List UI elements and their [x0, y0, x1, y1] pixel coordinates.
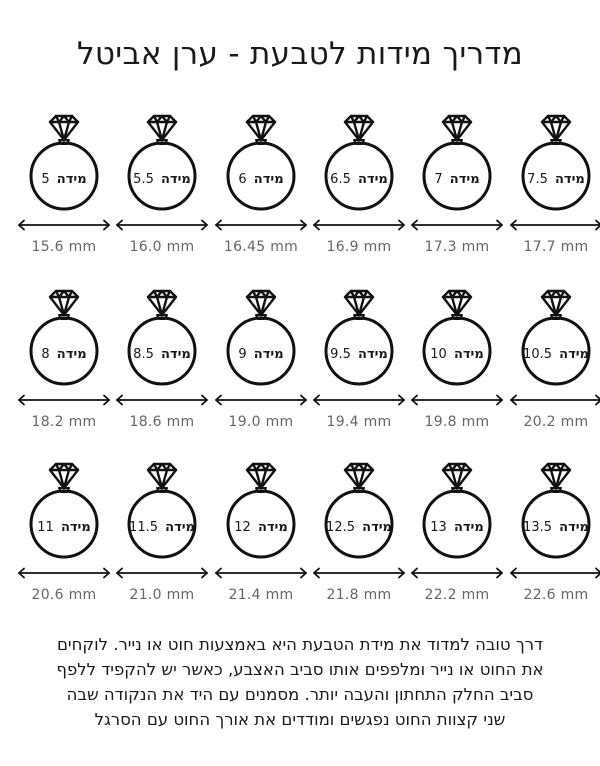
ring-size-word: מידה: [56, 347, 87, 362]
ring-size-card: [15, 463, 113, 623]
ring-size-word: מידה: [161, 172, 191, 187]
ring-size-word: מידה: [165, 520, 195, 535]
ring-size-word: מידה: [559, 520, 589, 535]
ring-size-word: מידה: [559, 347, 589, 362]
ring-size-word: מידה: [60, 520, 91, 535]
ring-diameter-mm: 21.0 mm: [129, 587, 195, 603]
ring-size-label: [212, 520, 310, 535]
ring-diameter-mm: 16.0 mm: [129, 239, 195, 255]
ring-size-number: 5.5: [133, 172, 154, 187]
ring-size-label: [212, 172, 310, 187]
ring-size-label: [310, 172, 408, 187]
ring-size-number: 11: [37, 520, 54, 535]
ring-size-card: [507, 463, 600, 623]
ring-diameter-mm: 19.4 mm: [326, 414, 392, 430]
ring-size-card: [212, 290, 310, 450]
ring-diameter-mm: 22.2 mm: [424, 587, 490, 603]
ring-size-label: [310, 520, 408, 535]
ring-size-word: מידה: [161, 347, 191, 362]
ring-diameter-mm: 20.6 mm: [31, 587, 97, 603]
ring-size-label: [15, 347, 113, 362]
double-arrow-icon: [115, 219, 209, 231]
ring-diameter-mm: 15.6 mm: [31, 239, 97, 255]
instruction-line: סביב החלק התחתון והעבה יותר. מסמנים עם היד את הנקודה שבה: [66, 685, 534, 704]
ring-size-word: מידה: [257, 520, 288, 535]
ring-size-word: מידה: [449, 172, 480, 187]
ring-diameter-mm: 22.6 mm: [523, 587, 589, 603]
ring-size-word: מידה: [453, 347, 484, 362]
ring-diameter-mm: 18.6 mm: [129, 414, 195, 430]
ring-diameter-mm: 19.8 mm: [424, 414, 490, 430]
double-arrow-icon: [509, 394, 600, 406]
instruction-line: את החוט או נייר ומלפפים אותו סביב האצבע, כאשר יש להקפיד ללפף: [56, 660, 544, 679]
ring-size-card: [113, 290, 211, 450]
ring-size-word: מידה: [362, 520, 392, 535]
ring-size-number: 6.5: [330, 172, 351, 187]
ring-size-label: [113, 347, 211, 362]
ring-size-card: [212, 115, 310, 275]
ring-size-number: 10.5: [523, 347, 552, 362]
ring-size-number: 8: [41, 347, 50, 362]
measurement-instructions: [30, 632, 570, 732]
ring-size-label: [15, 172, 113, 187]
ring-size-word: מידה: [253, 172, 284, 187]
double-arrow-icon: [214, 219, 308, 231]
ring-size-label: [408, 520, 506, 535]
ring-diameter-mm: 17.7 mm: [523, 239, 589, 255]
ring-size-card: [113, 463, 211, 623]
double-arrow-icon: [312, 567, 406, 579]
ring-size-card: [507, 290, 600, 450]
ring-size-number: 5: [41, 172, 50, 187]
ring-size-label: [408, 347, 506, 362]
ring-size-card: [310, 290, 408, 450]
ring-size-card: [15, 290, 113, 450]
ring-diameter-mm: 20.2 mm: [523, 414, 589, 430]
ring-size-number: 13.5: [523, 520, 552, 535]
ring-diameter-mm: 21.4 mm: [228, 587, 294, 603]
ring-size-card: [310, 463, 408, 623]
double-arrow-icon: [312, 219, 406, 231]
instruction-line: שני קצוות החוט נפגשים ומודדים את אורך החוט עם הסרגל: [94, 710, 506, 729]
ring-diameter-mm: 16.45 mm: [223, 239, 299, 255]
instruction-line: דרך טובה למדוד את מידת הטבעת היא באמצעות חוט או נייר. לוקחים: [56, 635, 544, 654]
ring-size-word: מידה: [358, 347, 388, 362]
ring-size-label: [113, 172, 211, 187]
ring-size-card: [310, 115, 408, 275]
ring-size-word: מידה: [358, 172, 388, 187]
double-arrow-icon: [115, 567, 209, 579]
ring-size-number: 12.5: [326, 520, 355, 535]
ring-size-label: [15, 520, 113, 535]
ring-size-label: [507, 172, 600, 187]
ring-size-card: [212, 463, 310, 623]
ring-size-number: 9: [238, 347, 247, 362]
ring-size-label: [212, 347, 310, 362]
double-arrow-icon: [410, 394, 504, 406]
double-arrow-icon: [115, 394, 209, 406]
ring-size-number: 13: [430, 520, 447, 535]
double-arrow-icon: [312, 394, 406, 406]
ring-diameter-mm: 18.2 mm: [31, 414, 97, 430]
ring-diameter-mm: 21.8 mm: [326, 587, 392, 603]
ring-size-label: [507, 347, 600, 362]
double-arrow-icon: [410, 219, 504, 231]
ring-size-number: 7.5: [527, 172, 548, 187]
ring-size-number: 6: [238, 172, 247, 187]
ring-diameter-mm: 19.0 mm: [228, 414, 294, 430]
page-title: מדריך מידות לטבעת - ערן אביטל: [76, 36, 523, 72]
ring-size-number: 12: [234, 520, 251, 535]
ring-size-number: 7: [434, 172, 443, 187]
double-arrow-icon: [17, 567, 111, 579]
ring-size-number: 8.5: [133, 347, 154, 362]
ring-size-number: 10: [430, 347, 447, 362]
ring-size-card: [113, 115, 211, 275]
ring-size-label: [507, 520, 600, 535]
ring-size-label: [408, 172, 506, 187]
ring-diameter-mm: 17.3 mm: [424, 239, 490, 255]
ring-size-label: [310, 347, 408, 362]
double-arrow-icon: [509, 219, 600, 231]
ring-size-word: מידה: [56, 172, 87, 187]
ring-size-number: 9.5: [330, 347, 351, 362]
ring-size-card: [15, 115, 113, 275]
double-arrow-icon: [214, 567, 308, 579]
double-arrow-icon: [17, 394, 111, 406]
ring-size-word: מידה: [453, 520, 484, 535]
ring-size-card: [507, 115, 600, 275]
ring-size-card: [408, 463, 506, 623]
double-arrow-icon: [410, 567, 504, 579]
ring-diameter-mm: 16.9 mm: [326, 239, 392, 255]
ring-size-word: מידה: [253, 347, 284, 362]
ring-size-card: [408, 290, 506, 450]
double-arrow-icon: [17, 219, 111, 231]
ring-size-number: 11.5: [129, 520, 158, 535]
double-arrow-icon: [214, 394, 308, 406]
ring-size-label: [113, 520, 211, 535]
ring-size-word: מידה: [555, 172, 585, 187]
double-arrow-icon: [509, 567, 600, 579]
ring-size-card: [408, 115, 506, 275]
